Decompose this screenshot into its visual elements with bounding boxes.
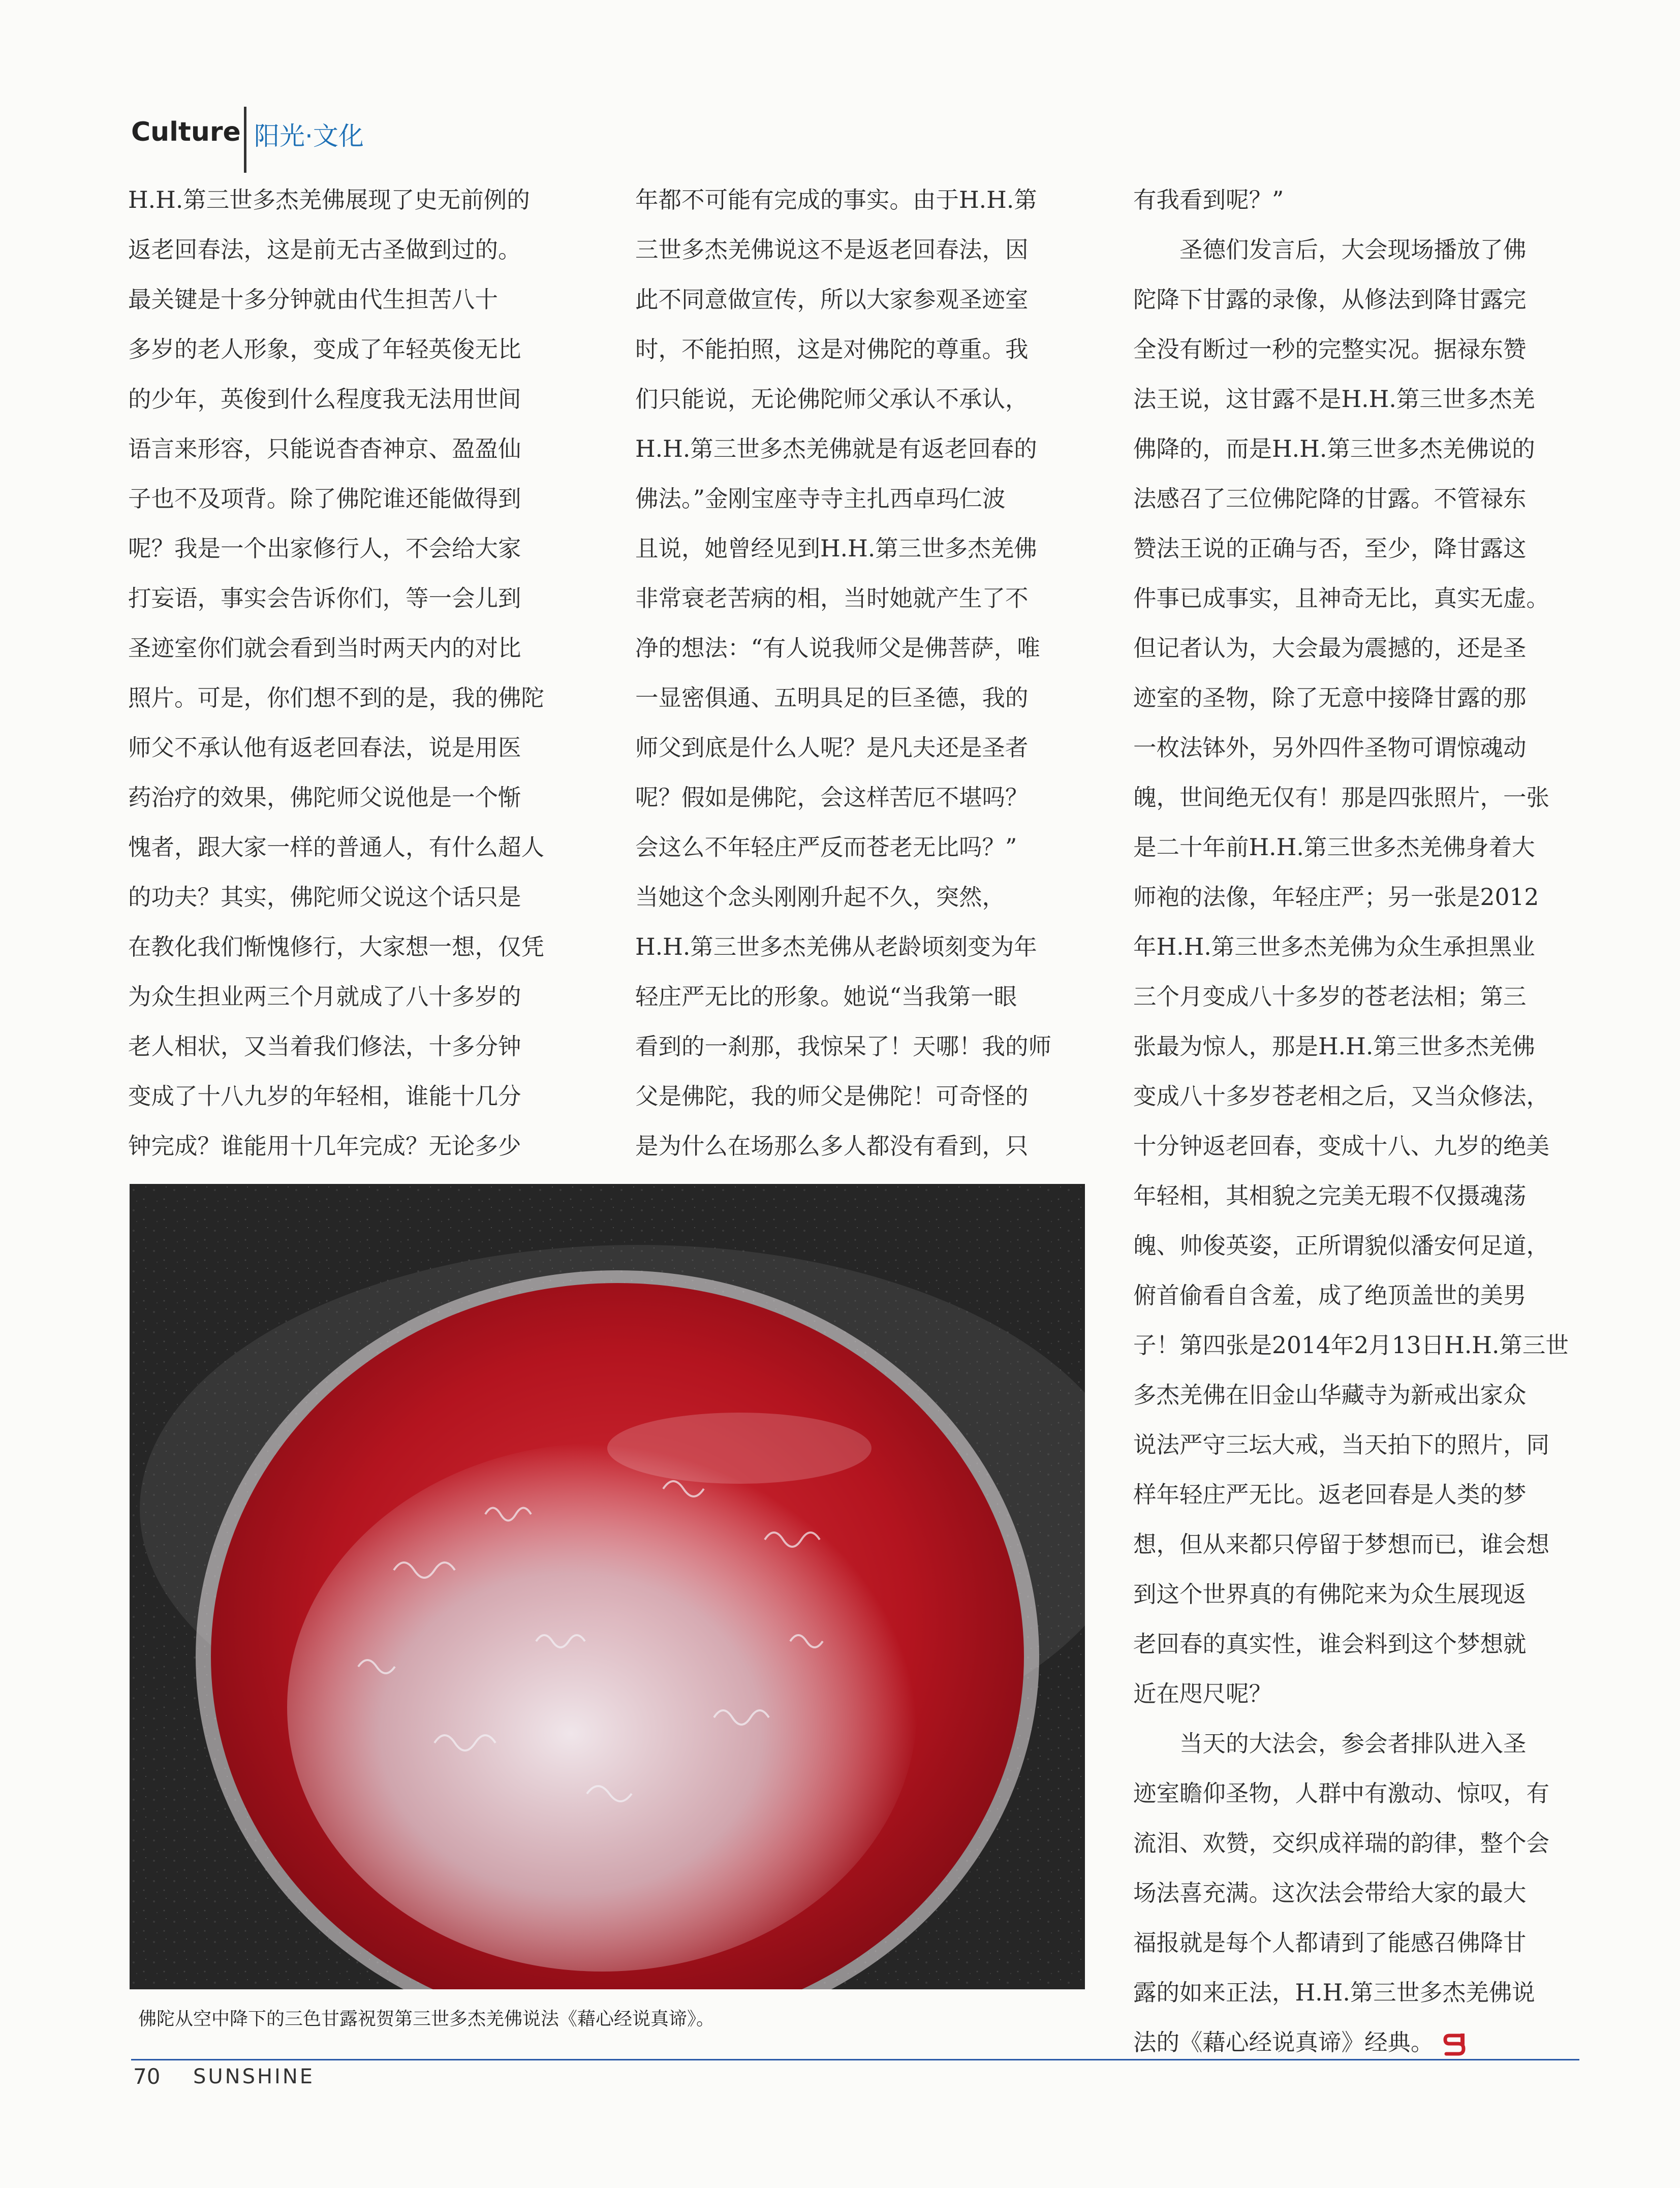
text-line: 魄、帅俊英姿，正所谓貌似潘安何足道， [1133, 1232, 1550, 1259]
text-line: 流泪、欢赞，交织成祥瑞的韵律，整个会 [1133, 1830, 1550, 1857]
text-line: 佛法。”金刚宝座寺寺主扎西卓玛仁波 [635, 485, 1006, 512]
text-line: 语言来形容，只能说杳杳神京、盈盈仙 [128, 435, 521, 462]
text-line: 是二十年前H.H.第三世多杰羌佛身着大 [1133, 834, 1535, 861]
text-line: H.H.第三世多杰羌佛展现了史无前例的 [128, 186, 530, 213]
text-line: 法的《藉心经说真谛》经典。 [1133, 2018, 1580, 2068]
photo-caption: 佛陀从空中降下的三色甘露祝贺第三世多杰羌佛说法《藉心经说真谛》。 [138, 2009, 715, 2029]
text-line: 福报就是每个人都请到了能感召佛降甘 [1133, 1929, 1527, 1956]
text-line: 但记者认为，大会最为震撼的，还是圣 [1133, 635, 1527, 662]
text-line: 件事已成事实，且神奇无比，真实无虚。 [1133, 585, 1550, 612]
text-line: 场法喜充满。这次法会带给大家的最大 [1133, 1880, 1527, 1906]
text-line: 俯首偷看自含羞，成了绝顶盖世的美男 [1133, 1282, 1527, 1309]
article-column-2 [635, 175, 1077, 1171]
text-line: 佛降的，而是H.H.第三世多杰羌佛说的 [1133, 435, 1535, 462]
section-title-en: Culture [131, 117, 241, 147]
text-line: 钟完成？谁能用十几年完成？无论多少 [128, 1133, 521, 1160]
text-line: 父是佛陀，我的师父是佛陀！可奇怪的 [635, 1083, 1029, 1110]
text-line: 到这个世界真的有佛陀来为众生展现返 [1133, 1581, 1527, 1608]
text-line: 年H.H.第三世多杰羌佛为众生承担黑业 [1133, 933, 1535, 960]
text-line: 近在咫尺呢？ [1133, 1680, 1272, 1707]
text-line: 迹室瞻仰圣物，人群中有激动、惊叹，有 [1133, 1780, 1550, 1807]
nectar-bowl-illustration [130, 1184, 1085, 1989]
text-line: 当天的大法会，参会者排队进入圣 [1133, 1730, 1527, 1757]
text-line: 变成了十八九岁的年轻相，谁能十几分 [128, 1083, 521, 1110]
text-line: 迹室的圣物，除了无意中接降甘露的那 [1133, 684, 1527, 711]
text-line: 三个月变成八十多岁的苍老法相；第三 [1133, 983, 1527, 1010]
text-line: 想，但从来都只停留于梦想而已，谁会想 [1133, 1531, 1550, 1558]
text-line: 露的如来正法，H.H.第三世多杰羌佛说 [1133, 1979, 1535, 2006]
text-line: 愧者，跟大家一样的普通人，有什么超人 [128, 834, 545, 861]
text-line: 轻庄严无比的形象。她说“当我第一眼 [635, 983, 1017, 1010]
section-title-zh: 阳光·文化 [254, 121, 364, 151]
text-line: 有我看到呢？” [1133, 186, 1284, 213]
text-line: 为众生担业两三个月就成了八十多岁的 [128, 983, 521, 1010]
text-line: 最关键是十多分钟就由代生担苦八十 [128, 286, 499, 313]
text-line: 返老回春法，这是前无古圣做到过的。 [128, 236, 521, 263]
text-line: 圣迹室你们就会看到当时两天内的对比 [128, 635, 521, 662]
text-line: 年都不可能有完成的事实。由于H.H.第 [635, 186, 1037, 213]
text-line: 呢？假如是佛陀，会这样苦厄不堪吗？ [635, 784, 1029, 811]
text-line: 法王说，这甘露不是H.H.第三世多杰羌 [1133, 386, 1535, 413]
text-line: 且说，她曾经见到H.H.第三世多杰羌佛 [635, 535, 1037, 562]
text-line: 赞法王说的正确与否，至少，降甘露这 [1133, 535, 1527, 562]
text-line: 看到的一刹那，我惊呆了！天哪！我的师 [635, 1033, 1052, 1060]
text-line: 张最为惊人，那是H.H.第三世多杰羌佛 [1133, 1033, 1535, 1060]
text-line: 一显密俱通、五明具足的巨圣德，我的 [635, 684, 1029, 711]
text-line: 多岁的老人形象，变成了年轻英俊无比 [128, 336, 521, 363]
text-line: H.H.第三世多杰羌佛就是有返老回春的 [635, 435, 1037, 462]
text-line: 在教化我们惭愧修行，大家想一想，仅凭 [128, 933, 545, 960]
text-line: 药治疗的效果，佛陀师父说他是一个惭 [128, 784, 521, 811]
article-column-1 [128, 175, 570, 1171]
end-of-article-icon [1441, 2031, 1468, 2058]
nectar-strands [287, 1443, 917, 1972]
article-column-3 [1133, 175, 1580, 2068]
text-line: 魄，世间绝无仅有！那是四张照片，一张 [1133, 784, 1550, 811]
text-line: 此不同意做宣传，所以大家参观圣迹室 [635, 286, 1029, 313]
magazine-name: SUNSHINE [193, 2065, 315, 2088]
text-line: 法感召了三位佛陀降的甘露。不管禄东 [1133, 485, 1527, 512]
text-line: 照片。可是，你们想不到的是，我的佛陀 [128, 684, 545, 711]
text-line: 打妄语，事实会告诉你们，等一会儿到 [128, 585, 521, 612]
text-line: 师袍的法像，年轻庄严；另一张是2012 [1133, 884, 1539, 911]
text-line: 们只能说，无论佛陀师父承认不承认， [635, 386, 1029, 413]
text-line: 师父不承认他有返老回春法，说是用医 [128, 734, 521, 761]
text-line: 是为什么在场那么多人都没有看到，只 [635, 1133, 1029, 1160]
text-line: 会这么不年轻庄严反而苍老无比吗？” [635, 834, 1017, 861]
text-line: 子也不及项背。除了佛陀谁还能做得到 [128, 485, 521, 512]
text-line: 的功夫？其实，佛陀师父说这个话只是 [128, 884, 521, 911]
text-line: 老回春的真实性，谁会料到这个梦想就 [1133, 1631, 1527, 1658]
text-line: H.H.第三世多杰羌佛从老龄顷刻变为年 [635, 933, 1037, 960]
text-line: 圣德们发言后，大会现场播放了佛 [1133, 236, 1527, 263]
text-line: 时，不能拍照，这是对佛陀的尊重。我 [635, 336, 1029, 363]
text-line: 子！第四张是2014年2月13日H.H.第三世 [1133, 1332, 1569, 1359]
text-line: 师父到底是什么人呢？是凡夫还是圣者 [635, 734, 1029, 761]
text-line: 当她这个念头刚刚升起不久，突然， [635, 884, 1006, 911]
text-line: 说法严守三坛大戒，当天拍下的照片，同 [1133, 1431, 1550, 1458]
footer-rule [131, 2059, 1579, 2060]
text-line: 一枚法钵外，另外四件圣物可谓惊魂动 [1133, 734, 1527, 761]
text-line: 呢？我是一个出家修行人，不会给大家 [128, 535, 521, 562]
text-line: 老人相状，又当着我们修法，十多分钟 [128, 1033, 521, 1060]
header-divider [244, 107, 246, 173]
article-photo [130, 1184, 1085, 1989]
text-line: 年轻相，其相貌之完美无瑕不仅摄魂荡 [1133, 1182, 1527, 1209]
text-line: 的少年，英俊到什么程度我无法用世间 [128, 386, 521, 413]
text-line: 非常衰老苦病的相，当时她就产生了不 [635, 585, 1029, 612]
text-line: 陀降下甘露的录像，从修法到降甘露完 [1133, 286, 1527, 313]
text-line: 变成八十多岁苍老相之后，又当众修法， [1133, 1083, 1550, 1110]
text-line: 多杰羌佛在旧金山华藏寺为新戒出家众 [1133, 1382, 1527, 1409]
text-line: 样年轻庄严无比。返老回春是人类的梦 [1133, 1481, 1527, 1508]
text-line: 三世多杰羌佛说这不是返老回春法，因 [635, 236, 1029, 263]
text-line: 十分钟返老回春，变成十八、九岁的绝美 [1133, 1133, 1550, 1160]
glass-reflection [607, 1413, 872, 1484]
text-line: 全没有断过一秒的完整实况。据禄东赞 [1133, 336, 1527, 363]
page-number: 70 [133, 2064, 161, 2089]
text-line: 净的想法：“有人说我师父是佛菩萨，唯 [635, 635, 1040, 662]
